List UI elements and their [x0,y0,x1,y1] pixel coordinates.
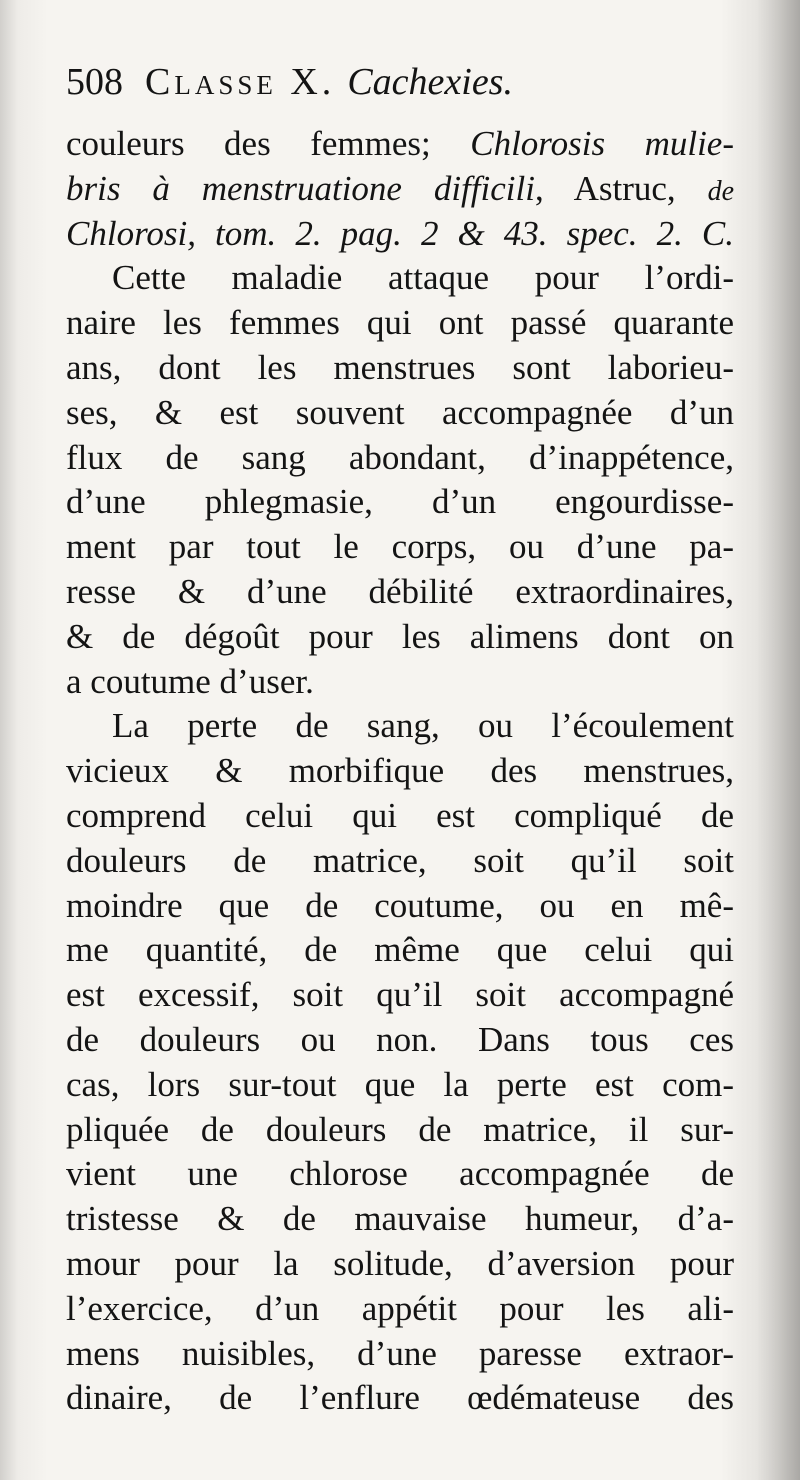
text-line: est excessif, soit qu’il soit accompagné [66,975,734,1015]
text-line: d’une phlegmasie, d’un engourdisse- [66,482,734,522]
text-line: couleurs des femmes; Chlorosis mulie- [66,124,734,163]
page-number: 508 [66,61,123,103]
body-text [66,122,734,1421]
text-line: naire les femmes qui ont passé quarante [66,303,734,343]
paragraph-first-line: Cette maladie attaque pour l’ordi- [112,258,734,298]
text-line: ment par tout le corps, ou d’une pa- [66,527,734,567]
page-edge-shadow [756,0,800,1480]
paragraph-last-line: a coutume d’user. [66,661,314,701]
text-line: de douleurs ou non. Dans tous ces [66,1019,734,1059]
text-line: douleurs de matrice, soit qu’il soit [66,840,734,880]
text-line: me quantité, de même que celui qui [66,930,734,970]
text-line: Chlorosi, tom. 2. pag. 2 & 43. spec. 2. C. [66,213,734,253]
text-line: mour pour la solitude, d’aversion pour [66,1243,734,1283]
header-classe: Classe X. [145,61,336,103]
text-line: bris à menstruatione difficili, Astruc, de [66,168,734,208]
text-line: comprend celui qui est compliqué de [66,795,734,835]
page-gutter-shadow [0,0,18,1480]
text-line: cas, lors sur-tout que la perte est com- [66,1064,734,1104]
running-header [66,58,706,106]
text-line: resse & d’une débilité extraordinaires, [66,571,734,611]
text-line: pliquée de douleurs de matrice, il sur- [66,1109,734,1149]
text-line: tristesse & de mauvaise humeur, d’a- [66,1199,734,1239]
text-line: flux de sang abondant, d’inappétence, [66,437,734,477]
text-line: ans, dont les menstrues sont laborieu- [66,347,734,387]
text-line: vient une chlorose accompagnée de [66,1154,734,1194]
text-line: l’exercice, d’un appétit pour les ali- [66,1288,734,1328]
header-subject: Cachexies. [347,61,513,103]
text-line: vicieux & morbifique des menstrues, [66,751,734,791]
text-line: & de dégoût pour les alimens dont on [66,616,734,656]
text-line: mens nuisibles, d’une paresse extraor- [66,1333,734,1373]
paragraph-first-line: La perte de sang, ou l’écoulement [112,706,734,746]
text-line: moindre que de coutume, ou en mê- [66,885,734,925]
text-line: ses, & est souvent accompagnée d’un [66,392,734,432]
text-line: dinaire, de l’enflure œdémateuse des [66,1378,734,1418]
